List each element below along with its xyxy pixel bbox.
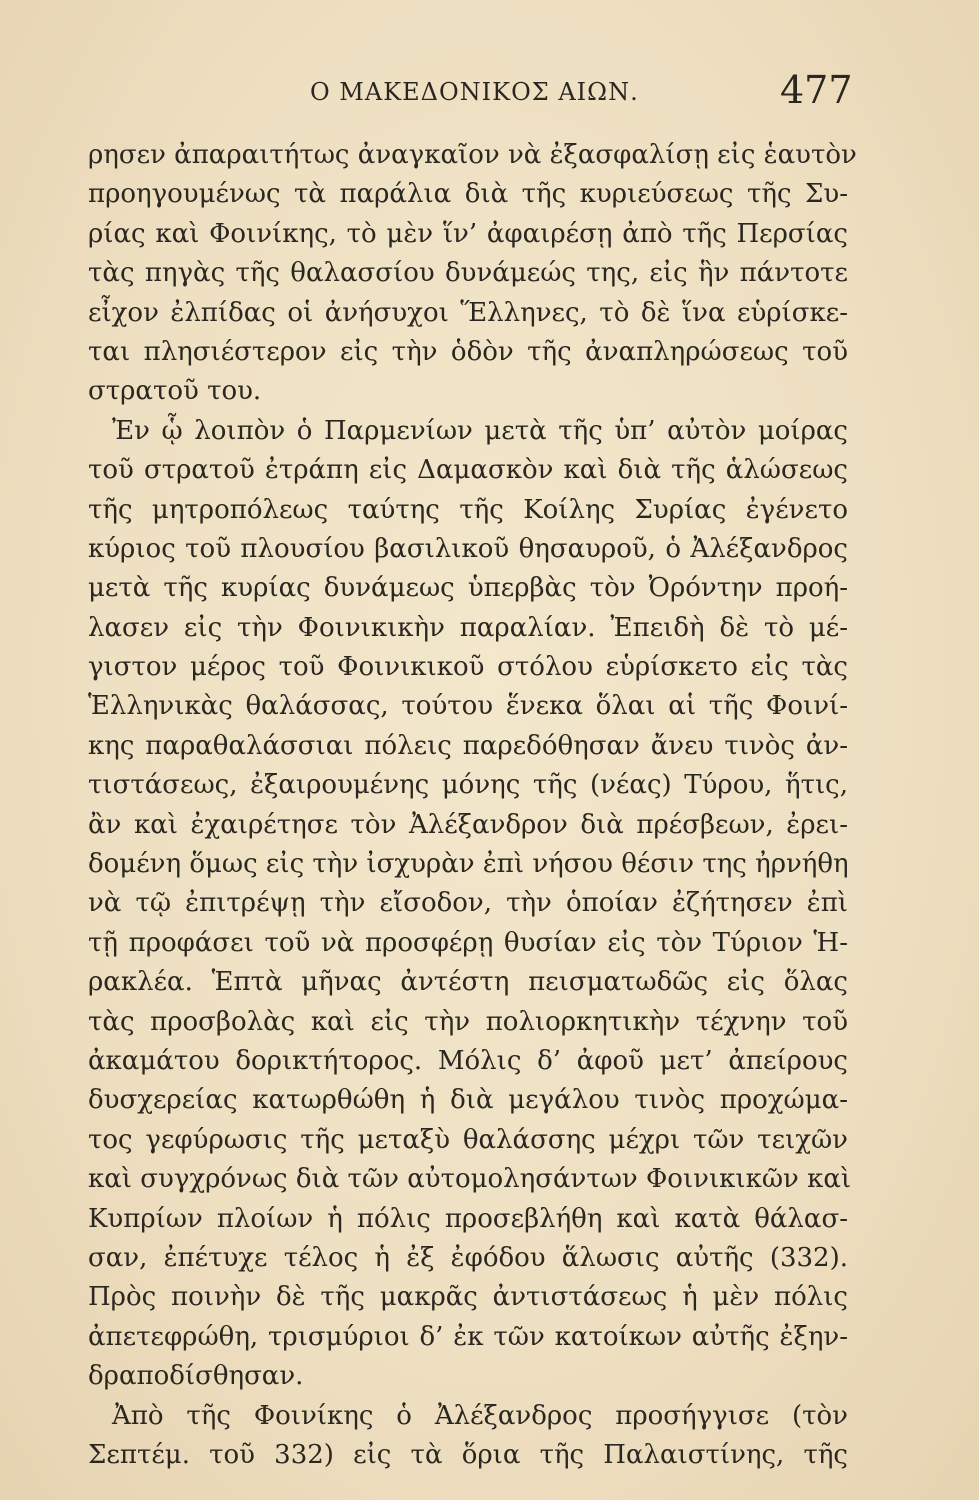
text-line: καὶ συγχρόνως διὰ τῶν αὐτομολησάντων Φοινικικῶν καὶ	[88, 1164, 852, 1195]
text-line: τὰς πηγὰς τῆς θαλασσίου δυνάμεώς της, εἰς ἣν πάντοτε	[88, 258, 848, 289]
text-line: ρησεν ἀπαραιτήτως ἀναγκαῖον νὰ ἐξασφαλίσῃ εἰς ἑαυτὸν	[88, 140, 857, 170]
text-line: προηγουμένως τὰ παράλια διὰ τῆς κυριεύσεως τῆς Συ-	[88, 179, 848, 210]
text-line: τιστάσεως, ἐξαιρουμένης μόνης τῆς (νέας) Τύρου, ἥτις,	[88, 770, 848, 801]
body-text	[88, 136, 857, 1475]
text-line: ἀπετεφρώθη, τρισμύριοι δ’ ἐκ τῶν κατοίκων αὐτῆς ἐξην-	[88, 1321, 848, 1352]
text-line: ρακλέα. Ἑπτὰ μῆνας ἀντέστη πεισματωδῶς εἰς ὅλας	[88, 967, 848, 998]
text-line: τῆς μητροπόλεως ταύτης τῆς Κοίλης Συρίας ἐγένετο	[88, 494, 848, 525]
text-line: ρίας καὶ Φοινίκης, τὸ μὲν ἵν’ ἀφαιρέσῃ ἀπὸ τῆς Περσίας	[88, 218, 848, 249]
text-line: δομένη ὅμως εἰς τὴν ἰσχυρὰν ἐπὶ νήσου θέσιν της ἠρνήθη	[88, 849, 849, 880]
text-line: τὰς προσβολὰς καὶ εἰς τὴν πολιορκητικὴν τέχνην τοῦ	[88, 1006, 848, 1037]
text-line: ἀκαμάτου δορικτήτορος. Μόλις δ’ ἀφοῦ μετ’ ἀπείρους	[88, 1045, 848, 1076]
text-line: λασεν εἰς τὴν Φοινικικὴν παραλίαν. Ἐπειδὴ δὲ τὸ μέ-	[88, 612, 848, 643]
text-line: εἶχον ἐλπίδας οἱ ἀνήσυχοι Ἕλληνες, τὸ δὲ ἵνα εὑρίσκε-	[88, 297, 848, 328]
page-number: 477	[780, 68, 853, 112]
text-line: Κυπρίων πλοίων ἡ πόλις προσεβλήθη καὶ κατὰ θάλασ-	[88, 1203, 848, 1234]
text-line: νὰ τῷ ἐπιτρέψῃ τὴν εἴσοδον, τὴν ὁποίαν ἐζήτησεν ἐπὶ	[88, 888, 848, 919]
text-line: ἂν καὶ ἐχαιρέτησε τὸν Ἀλέξανδρον διὰ πρέσβεων, ἐρει-	[88, 809, 848, 840]
text-line: κύριος τοῦ πλουσίου βασιλικοῦ θησαυροῦ, ὁ Ἀλέξανδρος	[88, 533, 848, 564]
text-line: μετὰ τῆς κυρίας δυνάμεως ὑπερβὰς τὸν Ὀρόντην προή-	[88, 573, 848, 604]
paragraph-end-line: δραποδίσθησαν.	[88, 1361, 304, 1392]
text-line: γιστον μέρος τοῦ Φοινικικοῦ στόλου εὑρίσκετο εἰς τὰς	[88, 652, 848, 683]
text-line: σαν, ἐπέτυχε τέλος ἡ ἐξ ἐφόδου ἅλωσις αὐτῆς (332).	[88, 1242, 848, 1273]
paragraph-start-line: Ἐν ᾧ λοιπὸν ὁ Παρμενίων μετὰ τῆς ὑπ’ αὐτὸν μοίρας	[112, 415, 848, 446]
text-line: τῇ προφάσει τοῦ νὰ προσφέρῃ θυσίαν εἰς τὸν Τύριον Ἡ-	[88, 927, 848, 958]
text-line: Σεπτέμ. τοῦ 332) εἰς τὰ ὅρια τῆς Παλαιστίνης, τῆς	[88, 1439, 848, 1470]
text-line: τος γεφύρωσις τῆς μεταξὺ θαλάσσης μέχρι τῶν τειχῶν	[88, 1124, 848, 1155]
text-line: ται πλησιέστερον εἰς τὴν ὁδὸν τῆς ἀναπληρώσεως τοῦ	[88, 336, 848, 367]
text-line: Ἑλληνικὰς θαλάσσας, τούτου ἕνεκα ὅλαι αἱ τῆς Φοινί-	[88, 691, 848, 722]
paragraph-end-line: στρατοῦ του.	[88, 376, 262, 407]
text-line: κης παραθαλάσσιαι πόλεις παρεδόθησαν ἄνευ τινὸς ἀν-	[88, 730, 848, 761]
running-head: Ο ΜΑΚΕΔΟΝΙΚΟΣ ΑΙΩΝ.	[310, 78, 639, 106]
text-line: τοῦ στρατοῦ ἐτράπη εἰς Δαμασκὸν καὶ διὰ τῆς ἁλώσεως	[88, 455, 848, 486]
text-line: Πρὸς ποινὴν δὲ τῆς μακρᾶς ἀντιστάσεως ἡ μὲν πόλις	[88, 1282, 848, 1313]
text-line: δυσχερείας κατωρθώθη ἡ διὰ μεγάλου τινὸς προχώμα-	[88, 1085, 848, 1116]
paragraph-start-line: Ἀπὸ τῆς Φοινίκης ὁ Ἀλέξανδρος προσήγγισε (τὸν	[112, 1400, 848, 1431]
